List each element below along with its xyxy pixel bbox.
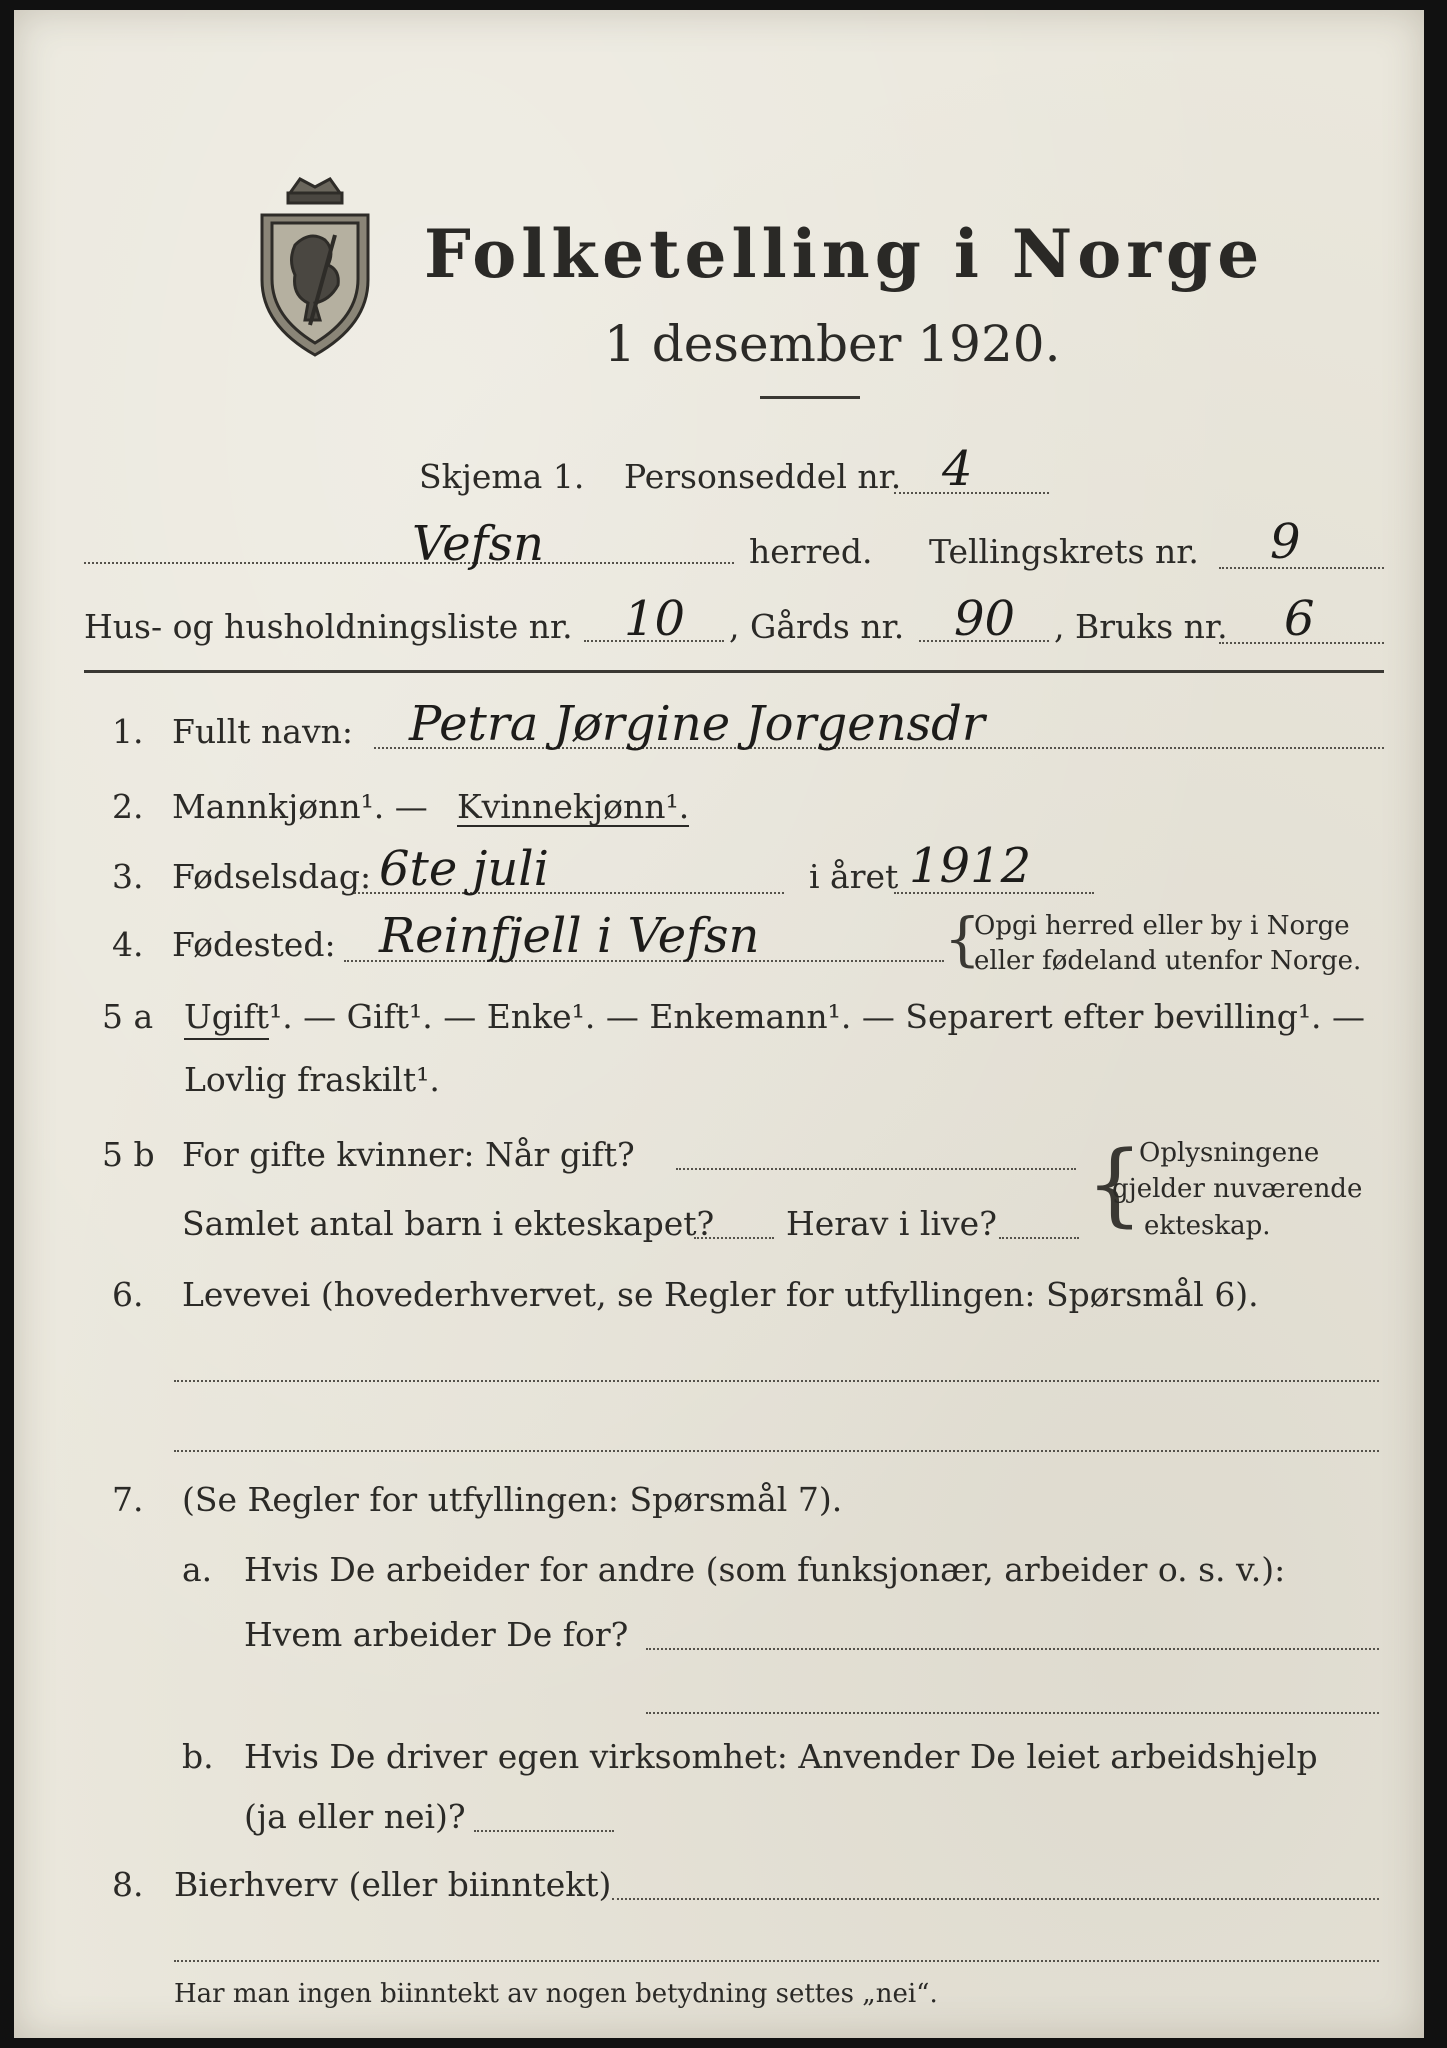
q6-line1	[174, 1380, 1379, 1382]
q8-line1	[612, 1898, 1379, 1900]
q6-number: 6.	[112, 1275, 144, 1314]
q5b-alive-line	[999, 1237, 1079, 1239]
q3-year-label: i året	[809, 857, 899, 896]
q5a-options	[184, 997, 1366, 1036]
q7b-label: Hvis De driver egen virksomhet: Anvender De leiet arbeidshjelp	[244, 1737, 1318, 1776]
q7b-label2: (ja eller nei)?	[244, 1797, 466, 1836]
gards-value: 90	[954, 591, 1016, 647]
q7a-number: a.	[182, 1550, 213, 1589]
q1-number: 1.	[112, 712, 144, 751]
census-form	[14, 10, 1424, 2038]
q5b-children-label: Samlet antal barn i ekteskapet?	[182, 1204, 715, 1243]
birthday-value: 6te juli	[379, 841, 549, 897]
q5a-ugift-option: Ugift	[184, 997, 269, 1040]
q5b-children-line	[694, 1237, 774, 1239]
q4-note-line2: eller fødeland utenfor Norge.	[974, 946, 1362, 976]
q7b-number: b.	[182, 1737, 214, 1776]
q4-note-line1: Opgi herred eller by i Norge	[974, 911, 1350, 941]
tellingskrets-label: Tellingskrets nr.	[929, 532, 1199, 571]
skjema-label: Skjema 1.	[419, 457, 585, 496]
q1-label: Fullt navn:	[172, 712, 353, 751]
husliste-label: Hus- og husholdningsliste nr.	[84, 607, 573, 646]
q8-line2	[174, 1960, 1379, 1962]
title-divider	[760, 396, 860, 399]
q5b-label: For gifte kvinner: Når gift?	[182, 1135, 635, 1174]
q5b-number: 5 b	[102, 1135, 155, 1174]
q2-female-option: Kvinnekjønn¹.	[457, 787, 690, 826]
q7a-label: Hvis De arbeider for andre (som funksjonær, arbeider o. s. v.):	[244, 1550, 1286, 1589]
norwegian-coat-of-arms-icon	[250, 175, 380, 360]
q5a-line2: Lovlig fraskilt¹.	[184, 1060, 440, 1099]
q5b-alive-label: Herav i live?	[786, 1204, 997, 1243]
q4-number: 4.	[112, 925, 144, 964]
form-date: 1 desember 1920.	[604, 315, 1061, 373]
q7a-line2	[646, 1712, 1379, 1714]
q5b-brace: {	[1086, 1132, 1144, 1237]
q7b-line	[474, 1830, 614, 1832]
q5b-note-line2: gjelder nuværende	[1112, 1174, 1363, 1204]
q2-number: 2.	[112, 787, 144, 826]
personseddel-value: 4	[942, 441, 973, 497]
q6-label: Levevei (hovederhvervet, se Regler for utfyllingen: Spørsmål 6).	[182, 1275, 1259, 1314]
q4-label: Fødested:	[172, 925, 336, 964]
tellingskrets-line	[1219, 567, 1384, 569]
q6-line2	[174, 1450, 1379, 1452]
q5b-note-line3: ekteskap.	[1144, 1211, 1271, 1241]
q7a-line1	[646, 1648, 1379, 1650]
q8-number: 8.	[112, 1865, 144, 1904]
form-title: Folketelling i Norge	[424, 215, 1265, 293]
q3-label: Fødselsdag:	[172, 857, 372, 896]
q7-number: 7.	[112, 1480, 144, 1519]
q7-label: (Se Regler for utfyllingen: Spørsmål 7).	[182, 1480, 843, 1519]
husliste-value: 10	[624, 591, 686, 647]
herred-line	[84, 562, 734, 564]
herred-value: Vefsn	[412, 516, 544, 572]
footer-note: Har man ingen biinntekt av nogen betydning settes „nei“.	[174, 1979, 938, 2009]
bruks-value: 6	[1284, 591, 1315, 647]
q4-brace: {	[944, 905, 981, 973]
q5b-married-line	[676, 1168, 1076, 1170]
q3-number: 3.	[112, 857, 144, 896]
q5a-other-options: ¹. — Gift¹. — Enke¹. — Enkemann¹. — Separert efter bevilling¹. —	[268, 997, 1366, 1036]
birthplace-value: Reinfjell i Vefsn	[379, 908, 760, 964]
header-rule	[84, 670, 1384, 673]
tellingskrets-value: 9	[1270, 514, 1301, 570]
gards-label: , Gårds nr.	[729, 607, 905, 646]
q5a-number: 5 a	[102, 997, 154, 1036]
q2-male-option: Mannkjønn¹. —	[172, 787, 428, 826]
q7a-label2: Hvem arbeider De for?	[244, 1615, 629, 1654]
herred-label: herred.	[749, 532, 873, 571]
bruks-label: , Bruks nr.	[1054, 607, 1228, 646]
full-name-value: Petra Jørgine Jorgensdr	[409, 696, 985, 752]
q5b-note-line1: Oplysningene	[1139, 1138, 1320, 1168]
q8-label: Bierhverv (eller biinntekt)	[174, 1865, 612, 1904]
birth-year-value: 1912	[909, 838, 1032, 894]
personseddel-label: Personseddel nr.	[624, 457, 902, 496]
